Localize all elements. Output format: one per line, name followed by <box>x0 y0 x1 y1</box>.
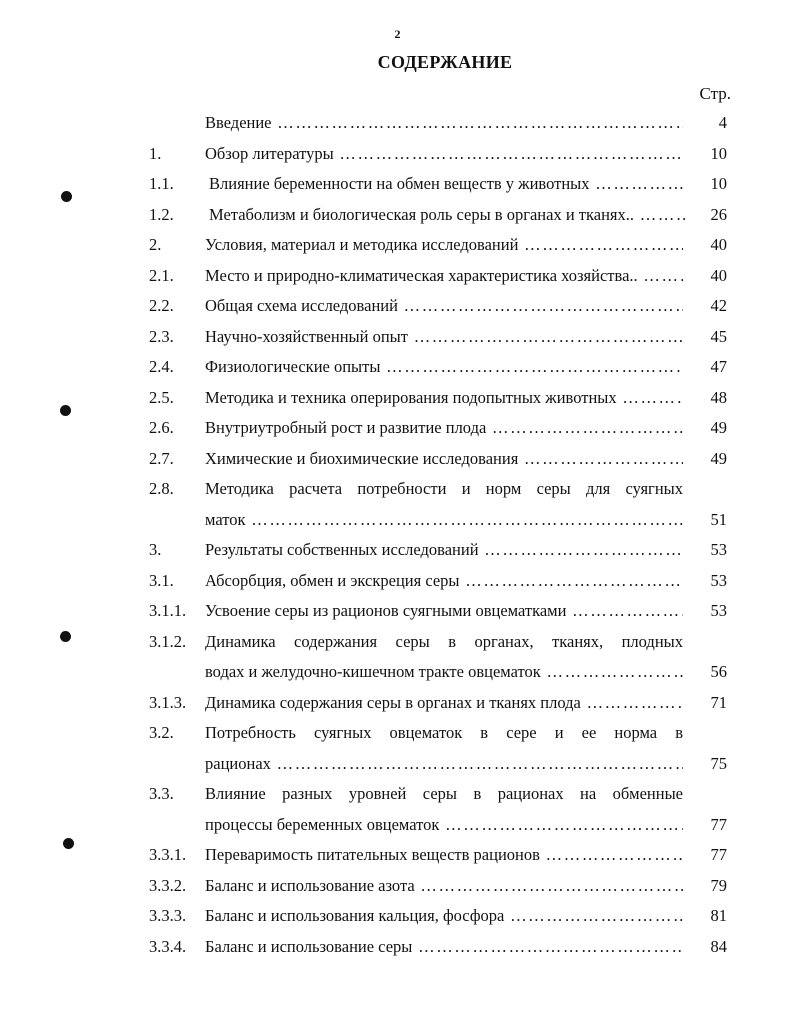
toc-entry <box>0 535 795 566</box>
toc-entry <box>0 383 795 414</box>
toc-entry-number: 2.2. <box>149 296 174 315</box>
toc-entry-title: Метаболизм и биологическая роль серы в органах и тканях.. ……………………………………………………………………………………………………………………………… <box>209 200 687 231</box>
toc-entry <box>0 322 795 353</box>
toc-entry-title-continuation: рационах ……………………………………………………………………………………………………………………………… <box>205 749 683 780</box>
toc-entry-page: 79 <box>710 875 727 895</box>
toc-entry-title: Баланс и использования кальция, фосфора ……………………………………………………………………………………………………………………………… <box>205 901 683 932</box>
toc-line <box>0 474 795 505</box>
toc-entry-page: 51 <box>710 509 727 529</box>
toc-entry-page: 49 <box>710 418 727 437</box>
toc-entry-number: 2.4. <box>149 357 174 376</box>
toc-line <box>0 749 795 780</box>
binder-hole-mark <box>60 631 71 642</box>
toc-entry <box>0 261 795 292</box>
toc-entry-number: 2. <box>149 235 162 254</box>
toc-entry-page: 48 <box>710 387 727 407</box>
toc-line <box>0 566 795 597</box>
toc-entry-number: 3. <box>149 540 162 559</box>
toc-entry <box>0 169 795 200</box>
toc-entry <box>0 901 795 932</box>
toc-entry-number: 3.1.3. <box>149 692 187 712</box>
toc-entry-title: Общая схема исследований ……………………………………………………………………………………………………………………………… <box>205 291 683 322</box>
toc-entry-title: Потребность суягных овцематок в сере и ее норма в <box>205 723 683 742</box>
toc-entry-title-continuation: процессы беременных овцематок ……………………………………………………………………………………………………………………………… <box>205 810 683 841</box>
toc-entry-number: 2.8. <box>149 479 174 498</box>
toc-entry-number: 3.1.1. <box>149 601 187 620</box>
toc-entry-title: Динамика содержания серы в органах и тканях плода ……………………………………………………………………………………………………………………………… <box>205 688 683 719</box>
toc-entry <box>0 108 795 139</box>
toc-line <box>0 718 795 749</box>
toc-entry-title: Баланс и использование серы ……………………………………………………………………………………………………………………………… <box>205 932 683 963</box>
toc-entry <box>0 352 795 383</box>
toc-entry <box>0 779 795 840</box>
toc-entry-title: Переваримость питательных веществ рационов ……………………………………………………………………………………………………………………………… <box>205 840 683 871</box>
toc-entry <box>0 840 795 871</box>
toc-entry <box>0 688 795 719</box>
toc-entry-title: Результаты собственных исследований ……………………………………………………………………………………………………………………………… <box>205 535 683 566</box>
toc-line <box>0 657 795 688</box>
toc-entry-page: 40 <box>710 235 727 254</box>
table-of-contents <box>0 108 795 962</box>
toc-entry-title: Обзор литературы ……………………………………………………………………………………………………………………………… <box>205 139 683 170</box>
toc-line <box>0 505 795 536</box>
toc-entry-title: Влияние беременности на обмен веществ у животных ……………………………………………………………………………………………………………………………… <box>209 169 687 200</box>
toc-line <box>0 444 795 475</box>
toc-entry-page: 10 <box>710 174 727 193</box>
toc-line <box>0 230 795 261</box>
toc-entry-page: 75 <box>710 753 727 773</box>
toc-entry-number: 3.1. <box>149 570 174 590</box>
toc-entry-page: 4 <box>718 113 727 132</box>
toc-line <box>0 627 795 658</box>
toc-entry-title: Химические и биохимические исследования ……………………………………………………………………………………………………………………………… <box>205 444 683 475</box>
toc-line <box>0 139 795 170</box>
toc-entry-number: 2.7. <box>149 448 174 468</box>
toc-line <box>0 108 795 139</box>
binder-hole-mark <box>61 191 72 202</box>
toc-entry-page: 42 <box>710 296 727 315</box>
toc-entry-page: 56 <box>710 662 727 681</box>
toc-entry-page: 40 <box>710 265 727 285</box>
binder-hole-mark <box>63 838 74 849</box>
toc-entry-number: 2.1. <box>149 265 174 285</box>
toc-entry-page: 26 <box>710 204 727 224</box>
toc-entry-title: Абсорбция, обмен и экскреция серы ……………………………………………………………………………………………………………………………… <box>205 566 683 597</box>
toc-entry-page: 53 <box>710 540 727 559</box>
toc-entry-title: Динамика содержания серы в органах, тканях, плодных <box>205 631 683 651</box>
toc-entry-title: Введение ……………………………………………………………………………………………………………………………… <box>205 108 683 139</box>
toc-line <box>0 840 795 871</box>
toc-entry-number: 3.3.3. <box>149 906 187 925</box>
toc-entry <box>0 627 795 688</box>
toc-entry-title: Внутриутробный рост и развитие плода ……………………………………………………………………………………………………………………………… <box>205 413 683 444</box>
toc-entry-title-continuation: маток ……………………………………………………………………………………………………………………………… <box>205 505 683 536</box>
toc-entry-number: 3.2. <box>149 723 174 742</box>
toc-entry-title: Условия, материал и методика исследований ……………………………………………………………………………………………………………………………… <box>205 230 683 261</box>
toc-line <box>0 932 795 963</box>
toc-entry <box>0 596 795 627</box>
toc-line <box>0 779 795 810</box>
toc-line <box>0 169 795 200</box>
toc-entry <box>0 871 795 902</box>
toc-entry-page: 45 <box>710 326 727 346</box>
toc-entry-number: 2.6. <box>149 418 174 437</box>
toc-entry-number: 3.3.4. <box>149 936 187 956</box>
toc-line <box>0 871 795 902</box>
toc-entry-title-continuation: водах и желудочно-кишечном тракте овцематок ……………………………………………………………………………………………………………………………… <box>205 657 683 688</box>
toc-entry-number: 3.3. <box>149 784 174 803</box>
toc-line <box>0 810 795 841</box>
toc-entry <box>0 718 795 779</box>
toc-entry <box>0 230 795 261</box>
toc-entry <box>0 566 795 597</box>
toc-line <box>0 901 795 932</box>
toc-line <box>0 413 795 444</box>
toc-entry-title: Методика расчета потребности и норм серы для суягных <box>205 479 683 498</box>
toc-entry-page: 49 <box>710 448 727 468</box>
toc-entry <box>0 474 795 535</box>
toc-entry-number: 3.3.1. <box>149 845 187 864</box>
toc-line <box>0 383 795 414</box>
toc-entry <box>0 200 795 231</box>
toc-entry <box>0 444 795 475</box>
page-column-header: Стр. <box>699 84 731 103</box>
toc-entry <box>0 413 795 444</box>
page-number: 2 <box>394 27 401 41</box>
toc-entry-number: 2.3. <box>149 326 174 346</box>
page-title: СОДЕРЖАНИЕ <box>377 52 513 72</box>
toc-entry <box>0 139 795 170</box>
toc-entry-page: 71 <box>710 692 727 712</box>
toc-entry-page: 53 <box>710 570 727 590</box>
toc-line <box>0 291 795 322</box>
toc-entry-page: 84 <box>710 936 727 956</box>
toc-entry-title: Методика и техника оперирования подопытных животных ……………………………………………………………………………………………………………………………… <box>205 383 683 414</box>
toc-line <box>0 352 795 383</box>
toc-line <box>0 261 795 292</box>
toc-entry-page: 53 <box>710 601 727 620</box>
toc-entry-number: 3.1.2. <box>149 631 187 651</box>
toc-entry-page: 81 <box>710 906 727 925</box>
toc-entry-title: Место и природно-климатическая характеристика хозяйства.. ……………………………………………………………………………………………………………………………… <box>205 261 683 292</box>
toc-entry-title: Физиологические опыты ……………………………………………………………………………………………………………………………… <box>205 352 683 383</box>
toc-entry-page: 47 <box>710 357 727 376</box>
toc-line <box>0 688 795 719</box>
toc-entry-number: 1.2. <box>149 204 174 224</box>
toc-entry-page: 77 <box>710 845 727 864</box>
toc-line <box>0 596 795 627</box>
toc-entry <box>0 932 795 963</box>
toc-entry-page: 10 <box>710 143 727 163</box>
toc-entry-title: Влияние разных уровней серы в рационах на обменные <box>205 784 683 803</box>
toc-entry-number: 1.1. <box>149 174 174 193</box>
toc-entry-title: Усвоение серы из рационов суягными овцематками ……………………………………………………………………………………………………………………………… <box>205 596 683 627</box>
toc-entry <box>0 291 795 322</box>
toc-entry-title: Научно-хозяйственный опыт ……………………………………………………………………………………………………………………………… <box>205 322 683 353</box>
toc-entry-number: 3.3.2. <box>149 875 187 895</box>
toc-entry-title: Баланс и использование азота ……………………………………………………………………………………………………………………………… <box>205 871 683 902</box>
toc-line <box>0 535 795 566</box>
toc-line <box>0 200 795 231</box>
toc-entry-page: 77 <box>710 814 727 834</box>
toc-line <box>0 322 795 353</box>
toc-entry-number: 2.5. <box>149 387 174 407</box>
binder-hole-mark <box>60 405 71 416</box>
toc-entry-number: 1. <box>149 143 162 163</box>
